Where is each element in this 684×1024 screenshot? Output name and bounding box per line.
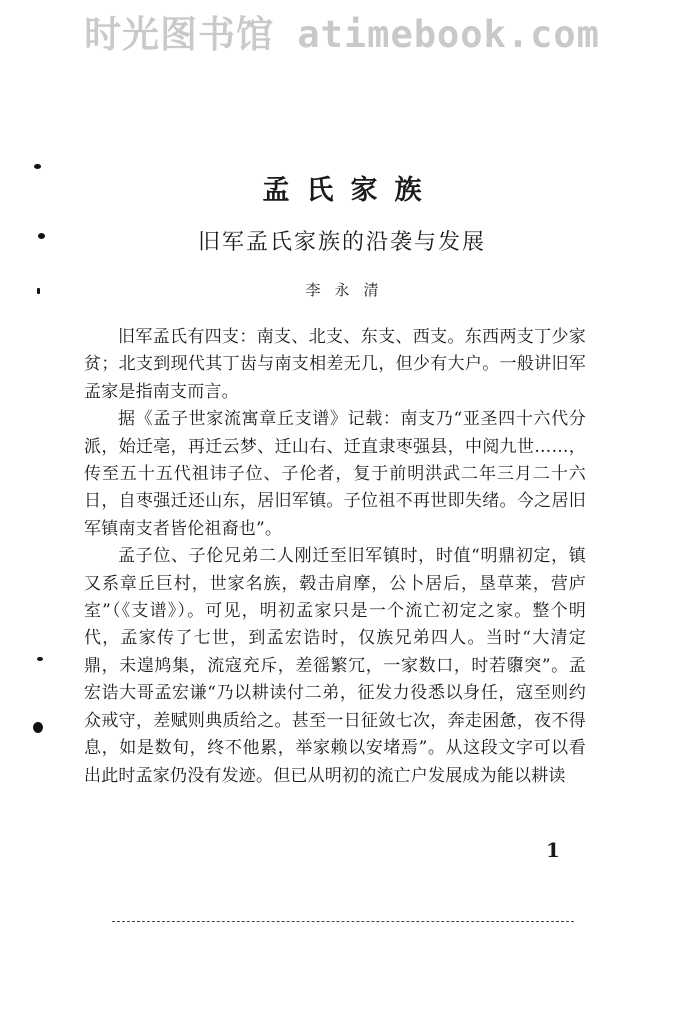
article-body (84, 324, 586, 790)
body-paragraph: 据《孟子世家流寓章丘支谱》记载：南支乃“亚圣四十六代分派，始迁亳，再迁云梦、迁山右、迁直隶枣强县，中阅九世……，传至五十五代祖讳子位、子伦者，复于前明洪武二年三月二十六日，自枣强迁还山东，居旧军镇。子位祖不再世即失绪。今之居旧军镇南支者皆伦祖裔也”。 (84, 409, 586, 539)
body-paragraph: 旧军孟氏有四支：南支、北支、东支、西支。东西两支丁少家贫；北支到现代其丁齿与南支相差无几，但少有大户。一般讲旧军孟家是指南支而言。 (84, 327, 586, 402)
scan-speck (33, 722, 43, 733)
page-number: 1 (546, 838, 560, 862)
scan-speck (37, 657, 43, 661)
article-subtitle: 旧军孟氏家族的沿袭与发展 (197, 230, 486, 255)
footer-rule (112, 921, 574, 922)
article-title: 孟氏家族 (262, 175, 439, 207)
watermark-text: 时光图书馆 atimebook.com (84, 13, 600, 56)
body-paragraph: 孟子位、子伦兄弟二人刚迁至旧军镇时，时值“明鼎初定，镇又系章丘巨村，世家名族，毂击肩摩，公卜居后，垦草莱，营庐室”（《支谱》）。可见，明初孟家只是一个流亡初定之家。整个明代，孟家传了七世，到孟宏诰时，仅族兄弟四人。当时“大清定鼎，未遑鸠集，流寇充斥，差徭繁冗，一家数口，时若隳突”。孟宏诰大哥孟宏谦“乃以耕读付二弟，征发力役悉以身任，寇至则约众戒守，差赋则典质给之。甚至一日征敛七次，奔走困惫，夜不得息，如是数旬，终不他累，举家赖以安堵焉”。从这段文字可以看出此时孟家仍没有发迹。但已从明初的流亡户发展成为能以耕读 (84, 546, 586, 786)
article-author: 李永清 (305, 281, 393, 299)
